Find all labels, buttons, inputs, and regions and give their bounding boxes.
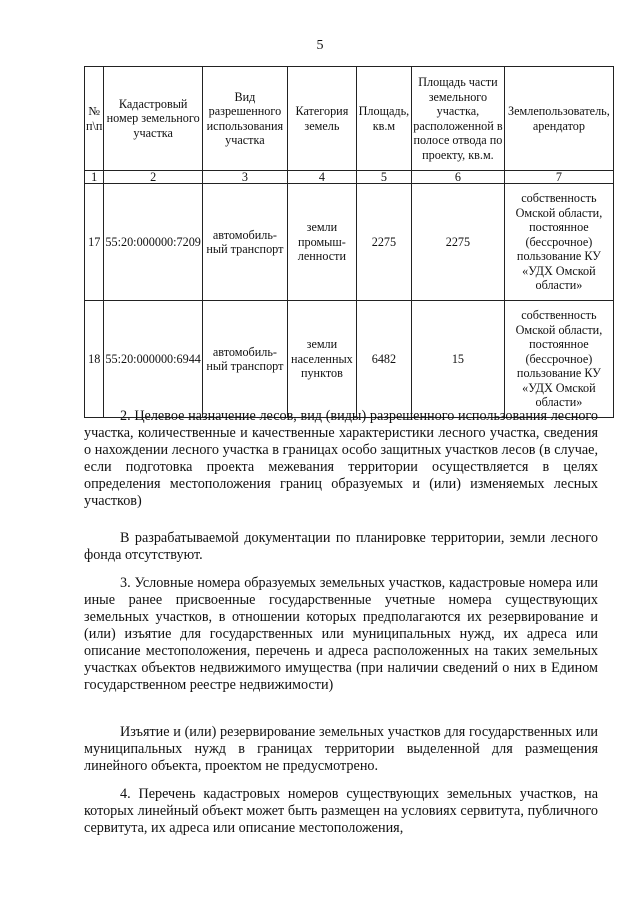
table-row <box>85 184 614 301</box>
column-number-row <box>85 171 614 184</box>
table-header-row <box>85 67 614 171</box>
header-land-category: Категория земель <box>287 67 356 171</box>
header-index: № п\п <box>85 67 104 171</box>
header-area-in-strip: Площадь части земельного участка, расположенной в полосе отвода по проекту, кв.м. <box>411 67 504 171</box>
page-number: 5 <box>316 38 324 53</box>
cell-cadastral-number: 55:20:000000:6944 <box>104 301 202 418</box>
cell-index: 17 <box>85 184 104 301</box>
column-number: 2 <box>104 171 202 184</box>
cell-permitted-use: автомобиль-ный транспорт <box>202 301 287 418</box>
cell-area-in-strip: 2275 <box>411 184 504 301</box>
column-number: 3 <box>202 171 287 184</box>
section-3-heading <box>84 575 598 694</box>
table-row <box>85 301 614 418</box>
header-cadastral-number: Кадастровый номер земельного участка <box>104 67 202 171</box>
section-4-heading <box>84 786 598 837</box>
paragraph: Изъятие и (или) резервирование земельных участков для государственных или муниципальных нужд в границах территории выделенной для размещения линейного объекта, проектом не предусмотрено. <box>84 724 598 774</box>
cell-area: 6482 <box>356 301 411 418</box>
column-number: 5 <box>356 171 411 184</box>
paragraph: 2. Целевое назначение лесов, вид (виды) разрешенного использования лесного участка, количественные и качественные характеристики лесного участка, сведения о нахождении лесного участка в границах особо защитных участков лесов (в случае, если подготовка проекта межевания территории осуществляется в целях определения местоположения границ образуемых и (или) изменяемых лесных участков) <box>84 408 598 509</box>
cell-index: 18 <box>85 301 104 418</box>
paragraph: 3. Условные номера образуемых земельных участков, кадастровые номера или иные ранее присвоенные государственные учетные номера существующих земельных участков, в отношении которых предполагаются их резервирование и (или) изъятие для государственных или муниципальных нужд, их адреса или описание местоположения, перечень и адреса расположенных на таких земельных участках объектов недвижимого имущества (при наличии сведений о них в Едином государственном реестре недвижимости) <box>84 575 598 693</box>
column-number: 6 <box>411 171 504 184</box>
paragraph: 4. Перечень кадастровых номеров существующих земельных участков, на которых линейный объект может быть размещен на условиях сервитута, публичного сервитута, их адреса или описание местоположения, <box>84 786 598 836</box>
cell-land-category: земли населенных пунктов <box>287 301 356 418</box>
cell-permitted-use: автомобиль-ный транспорт <box>202 184 287 301</box>
section-2-body <box>84 530 598 564</box>
cell-area: 2275 <box>356 184 411 301</box>
column-number: 1 <box>85 171 104 184</box>
paragraph: В разрабатываемой документации по планировке территории, земли лесного фонда отсутствуют. <box>84 530 598 563</box>
cadastral-table <box>84 66 614 418</box>
cell-land-category: земли промыш-ленности <box>287 184 356 301</box>
column-number: 4 <box>287 171 356 184</box>
header-area: Площадь, кв.м <box>356 67 411 171</box>
header-land-user: Землепользователь, арендатор <box>504 67 613 171</box>
cell-land-user: собственность Омской области, постоянное (бессрочное) пользование КУ «УДХ Омской области» <box>504 184 613 301</box>
cell-area-in-strip: 15 <box>411 301 504 418</box>
section-3-body <box>84 724 598 775</box>
column-number: 7 <box>504 171 613 184</box>
section-2-heading <box>84 408 598 510</box>
cell-land-user: собственность Омской области, постоянное (бессрочное) пользование КУ «УДХ Омской области» <box>504 301 613 418</box>
header-permitted-use: Вид разрешенного использования участка <box>202 67 287 171</box>
cell-cadastral-number: 55:20:000000:7209 <box>104 184 202 301</box>
